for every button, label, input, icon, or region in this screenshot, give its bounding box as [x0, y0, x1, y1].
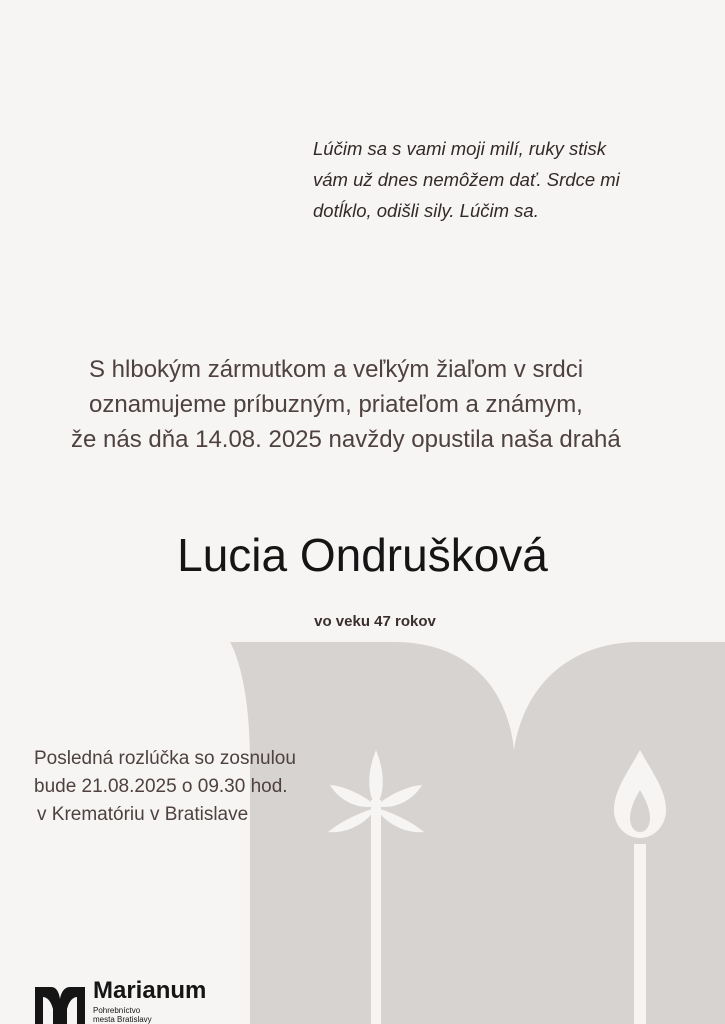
logo-subtitle-line: Pohrebníctvo — [93, 1006, 141, 1015]
poem-line: Lúčim sa s vami moji milí, ruky stisk — [313, 138, 606, 159]
deceased-age: vo veku 47 rokov — [314, 613, 436, 630]
funeral-info — [34, 745, 354, 829]
marianum-logo — [33, 977, 233, 1024]
funeral-line: Posledná rozlúčka so zosnulou — [34, 748, 296, 769]
logo-wordmark: Marianum — [93, 977, 207, 1004]
funeral-line: v Krematóriu v Bratislave — [37, 804, 249, 825]
logo-subtitle — [93, 1006, 152, 1024]
announcement-line: S hlbokým zármutkom a veľkým žiaľom v srdci — [89, 356, 584, 383]
poem-line: dotĺklo, odišli sily. Lúčim sa. — [313, 200, 539, 221]
logo-subtitle-line: mesta Bratislavy — [93, 1015, 152, 1024]
poem-line: vám už dnes nemôžem dať. Srdce mi — [313, 169, 620, 190]
farewell-poem — [313, 133, 653, 226]
announcement-line: oznamujeme príbuzným, priateľom a známym, — [89, 391, 583, 418]
announcement-line: že nás dňa 14.08. 2025 navždy opustila naša drahá — [71, 426, 621, 453]
deceased-name: Lucia Ondrušková — [177, 529, 548, 581]
funeral-line: bude 21.08.2025 o 09.30 hod. — [34, 776, 288, 797]
marianum-logo-icon — [33, 983, 87, 1024]
death-announcement — [0, 352, 725, 457]
